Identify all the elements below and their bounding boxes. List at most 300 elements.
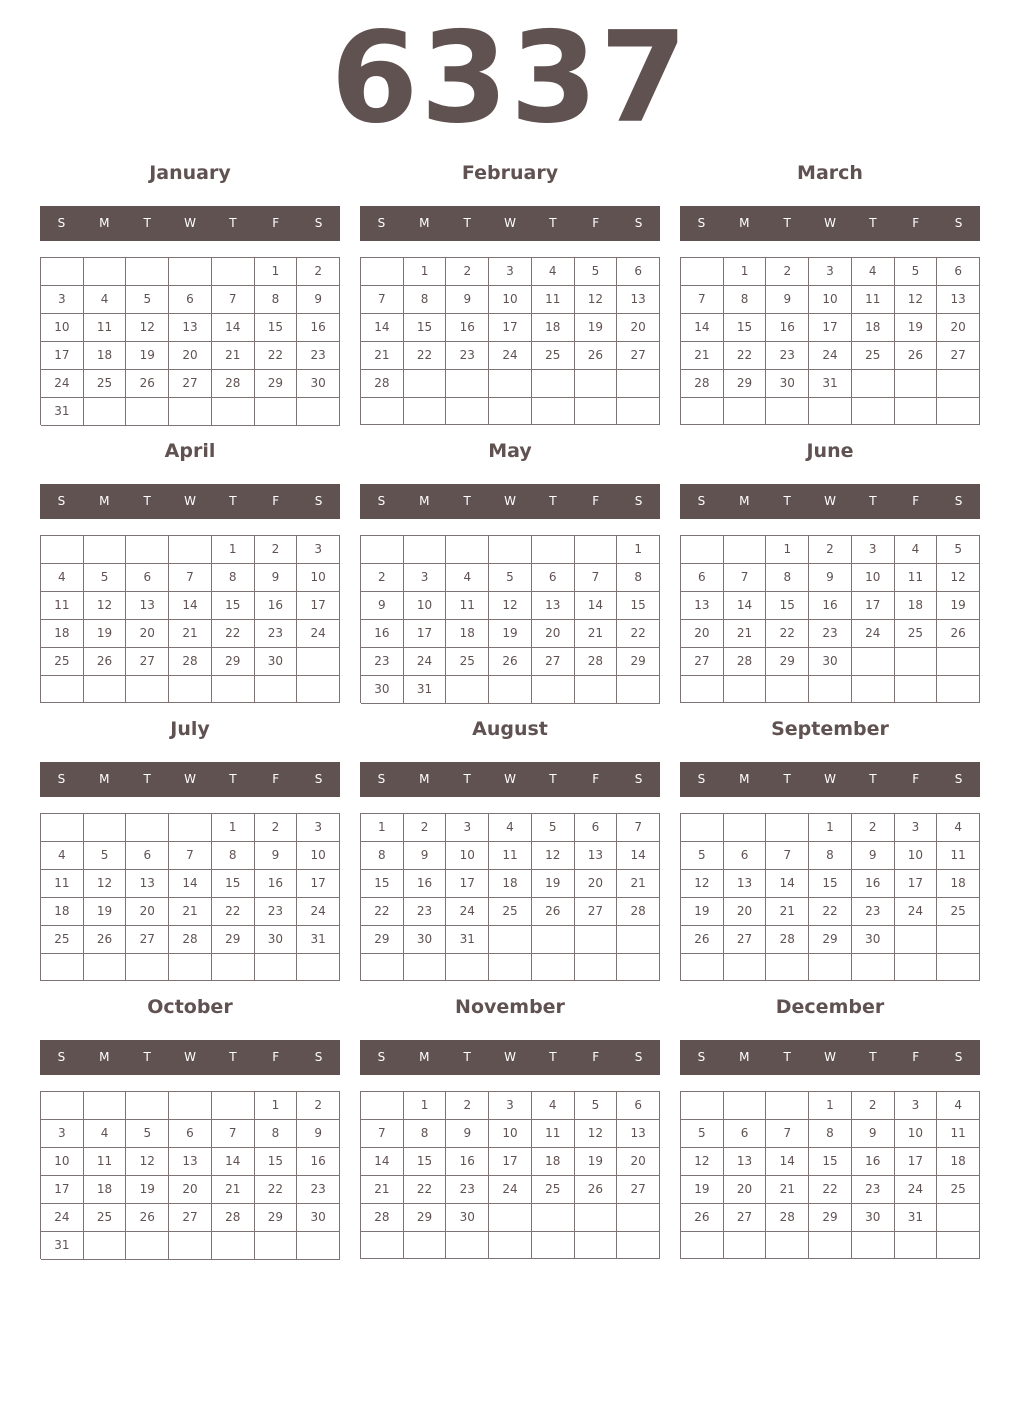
empty-cell bbox=[937, 1204, 980, 1232]
empty-cell bbox=[895, 954, 938, 981]
day-cell: 2 bbox=[809, 536, 852, 564]
day-cell: 17 bbox=[446, 870, 489, 898]
empty-cell bbox=[937, 648, 980, 676]
day-cell: 31 bbox=[895, 1204, 938, 1232]
day-cell: 11 bbox=[84, 1148, 127, 1176]
day-cell: 18 bbox=[532, 314, 575, 342]
day-cell: 1 bbox=[255, 258, 298, 286]
weekday-label: T bbox=[463, 1050, 471, 1064]
day-cell: 26 bbox=[84, 648, 127, 676]
day-cell: 9 bbox=[852, 842, 895, 870]
day-cell: 3 bbox=[489, 1092, 532, 1120]
weekday-label: W bbox=[184, 216, 196, 230]
day-cell: 5 bbox=[84, 564, 127, 592]
day-cell: 29 bbox=[361, 926, 404, 954]
day-grid bbox=[680, 535, 980, 703]
empty-cell bbox=[489, 536, 532, 564]
day-cell: 15 bbox=[361, 870, 404, 898]
day-cell: 30 bbox=[446, 1204, 489, 1232]
day-grid bbox=[360, 257, 660, 425]
day-cell: 24 bbox=[895, 898, 938, 926]
empty-cell bbox=[617, 676, 660, 704]
weekday-label: M bbox=[419, 494, 430, 508]
day-cell: 19 bbox=[84, 620, 127, 648]
day-cell: 12 bbox=[895, 286, 938, 314]
day-cell: 29 bbox=[212, 648, 255, 676]
day-cell: 7 bbox=[617, 814, 660, 842]
day-cell: 5 bbox=[489, 564, 532, 592]
day-cell: 4 bbox=[895, 536, 938, 564]
empty-cell bbox=[532, 1232, 575, 1259]
day-cell: 24 bbox=[809, 342, 852, 370]
day-cell: 3 bbox=[809, 258, 852, 286]
day-cell: 18 bbox=[937, 1148, 980, 1176]
empty-cell bbox=[895, 926, 938, 954]
day-cell: 15 bbox=[617, 592, 660, 620]
day-cell: 6 bbox=[724, 1120, 767, 1148]
weekday-label: M bbox=[419, 772, 430, 786]
year-title: 6337 bbox=[330, 4, 690, 151]
day-cell: 25 bbox=[41, 648, 84, 676]
day-cell: 26 bbox=[126, 370, 169, 398]
day-cell: 9 bbox=[297, 1120, 340, 1148]
empty-cell bbox=[297, 676, 340, 703]
empty-cell bbox=[255, 676, 298, 703]
day-cell: 11 bbox=[84, 314, 127, 342]
day-cell: 15 bbox=[809, 1148, 852, 1176]
weekday-label: F bbox=[592, 494, 600, 508]
empty-cell bbox=[489, 1204, 532, 1232]
day-cell: 22 bbox=[809, 1176, 852, 1204]
day-cell: 1 bbox=[404, 258, 447, 286]
month-title: July bbox=[170, 718, 210, 740]
day-cell: 14 bbox=[361, 314, 404, 342]
day-cell: 7 bbox=[169, 564, 212, 592]
month-title: April bbox=[164, 440, 216, 462]
empty-cell bbox=[575, 370, 618, 398]
empty-cell bbox=[681, 1232, 724, 1259]
day-cell: 23 bbox=[446, 342, 489, 370]
empty-cell bbox=[895, 398, 938, 425]
weekday-label: S bbox=[634, 772, 643, 786]
day-cell: 3 bbox=[41, 286, 84, 314]
day-cell: 23 bbox=[852, 1176, 895, 1204]
weekday-header bbox=[40, 206, 340, 241]
day-cell: 15 bbox=[809, 870, 852, 898]
empty-cell bbox=[766, 398, 809, 425]
day-cell: 29 bbox=[212, 926, 255, 954]
day-cell: 4 bbox=[84, 286, 127, 314]
empty-cell bbox=[404, 370, 447, 398]
day-cell: 8 bbox=[212, 564, 255, 592]
day-cell: 3 bbox=[895, 814, 938, 842]
day-cell: 28 bbox=[766, 926, 809, 954]
day-cell: 23 bbox=[446, 1176, 489, 1204]
empty-cell bbox=[297, 1232, 340, 1260]
day-cell: 14 bbox=[724, 592, 767, 620]
day-cell: 20 bbox=[724, 898, 767, 926]
weekday-header bbox=[360, 484, 660, 519]
empty-cell bbox=[532, 536, 575, 564]
weekday-label: F bbox=[912, 772, 920, 786]
day-cell: 18 bbox=[937, 870, 980, 898]
weekday-label: S bbox=[314, 216, 323, 230]
weekday-label: W bbox=[184, 1050, 196, 1064]
day-cell: 18 bbox=[41, 620, 84, 648]
day-cell: 30 bbox=[297, 1204, 340, 1232]
day-cell: 20 bbox=[681, 620, 724, 648]
day-cell: 5 bbox=[937, 536, 980, 564]
day-cell: 27 bbox=[532, 648, 575, 676]
weekday-label: F bbox=[272, 772, 280, 786]
day-cell: 10 bbox=[404, 592, 447, 620]
day-cell: 4 bbox=[41, 564, 84, 592]
day-grid bbox=[360, 813, 660, 981]
day-cell: 18 bbox=[84, 1176, 127, 1204]
day-cell: 22 bbox=[404, 342, 447, 370]
empty-cell bbox=[255, 1232, 298, 1260]
day-cell: 20 bbox=[617, 1148, 660, 1176]
day-cell: 28 bbox=[212, 370, 255, 398]
day-cell: 25 bbox=[84, 370, 127, 398]
empty-cell bbox=[212, 398, 255, 426]
day-cell: 22 bbox=[361, 898, 404, 926]
empty-cell bbox=[212, 1232, 255, 1260]
weekday-label: M bbox=[739, 1050, 750, 1064]
weekday-label: T bbox=[229, 494, 237, 508]
empty-cell bbox=[297, 398, 340, 426]
day-cell: 4 bbox=[852, 258, 895, 286]
day-cell: 2 bbox=[297, 1092, 340, 1120]
day-cell: 14 bbox=[681, 314, 724, 342]
day-grid bbox=[40, 1091, 340, 1259]
empty-cell bbox=[681, 814, 724, 842]
empty-cell bbox=[255, 398, 298, 426]
day-cell: 12 bbox=[126, 314, 169, 342]
weekday-label: F bbox=[912, 216, 920, 230]
weekday-label: T bbox=[783, 1050, 791, 1064]
day-cell: 6 bbox=[169, 286, 212, 314]
day-cell: 2 bbox=[852, 814, 895, 842]
day-cell: 19 bbox=[937, 592, 980, 620]
day-cell: 26 bbox=[895, 342, 938, 370]
day-cell: 13 bbox=[169, 1148, 212, 1176]
empty-cell bbox=[575, 398, 618, 425]
empty-cell bbox=[446, 536, 489, 564]
empty-cell bbox=[126, 954, 169, 981]
day-cell: 18 bbox=[84, 342, 127, 370]
weekday-header bbox=[360, 206, 660, 241]
weekday-label: S bbox=[954, 1050, 963, 1064]
day-cell: 12 bbox=[126, 1148, 169, 1176]
day-cell: 13 bbox=[681, 592, 724, 620]
empty-cell bbox=[617, 926, 660, 954]
day-cell: 27 bbox=[937, 342, 980, 370]
empty-cell bbox=[84, 954, 127, 981]
empty-cell bbox=[489, 398, 532, 425]
day-cell: 27 bbox=[724, 1204, 767, 1232]
day-cell: 27 bbox=[681, 648, 724, 676]
day-cell: 19 bbox=[489, 620, 532, 648]
day-cell: 22 bbox=[766, 620, 809, 648]
day-cell: 14 bbox=[361, 1148, 404, 1176]
weekday-label: S bbox=[634, 494, 643, 508]
empty-cell bbox=[84, 1092, 127, 1120]
day-cell: 16 bbox=[404, 870, 447, 898]
empty-cell bbox=[126, 536, 169, 564]
day-cell: 13 bbox=[532, 592, 575, 620]
day-cell: 1 bbox=[212, 536, 255, 564]
day-cell: 8 bbox=[212, 842, 255, 870]
day-cell: 26 bbox=[575, 1176, 618, 1204]
day-cell: 22 bbox=[255, 342, 298, 370]
empty-cell bbox=[446, 370, 489, 398]
day-cell: 1 bbox=[617, 536, 660, 564]
day-cell: 21 bbox=[212, 342, 255, 370]
day-cell: 18 bbox=[532, 1148, 575, 1176]
day-cell: 20 bbox=[937, 314, 980, 342]
empty-cell bbox=[852, 370, 895, 398]
day-cell: 8 bbox=[724, 286, 767, 314]
weekday-label: S bbox=[697, 216, 706, 230]
weekday-label: F bbox=[912, 494, 920, 508]
weekday-header bbox=[680, 1040, 980, 1075]
day-cell: 5 bbox=[681, 1120, 724, 1148]
day-cell: 24 bbox=[41, 370, 84, 398]
day-cell: 19 bbox=[84, 898, 127, 926]
day-cell: 25 bbox=[489, 898, 532, 926]
day-cell: 21 bbox=[212, 1176, 255, 1204]
weekday-header bbox=[40, 1040, 340, 1075]
day-cell: 8 bbox=[617, 564, 660, 592]
empty-cell bbox=[766, 954, 809, 981]
day-cell: 15 bbox=[724, 314, 767, 342]
weekday-label: T bbox=[869, 494, 877, 508]
day-cell: 4 bbox=[446, 564, 489, 592]
empty-cell bbox=[41, 676, 84, 703]
day-cell: 28 bbox=[361, 370, 404, 398]
weekday-label: S bbox=[57, 494, 66, 508]
empty-cell bbox=[809, 1232, 852, 1259]
empty-cell bbox=[126, 676, 169, 703]
day-grid bbox=[360, 535, 660, 703]
month-title: May bbox=[488, 440, 532, 462]
empty-cell bbox=[575, 676, 618, 704]
weekday-label: W bbox=[504, 772, 516, 786]
day-cell: 25 bbox=[937, 898, 980, 926]
day-cell: 3 bbox=[446, 814, 489, 842]
day-cell: 20 bbox=[169, 1176, 212, 1204]
month-title: October bbox=[147, 996, 233, 1018]
day-cell: 17 bbox=[895, 1148, 938, 1176]
month-title: March bbox=[797, 162, 863, 184]
empty-cell bbox=[212, 954, 255, 981]
day-cell: 30 bbox=[255, 648, 298, 676]
day-cell: 5 bbox=[575, 258, 618, 286]
day-cell: 26 bbox=[575, 342, 618, 370]
day-cell: 16 bbox=[255, 870, 298, 898]
day-cell: 14 bbox=[766, 1148, 809, 1176]
day-cell: 10 bbox=[489, 286, 532, 314]
day-cell: 7 bbox=[169, 842, 212, 870]
day-cell: 6 bbox=[169, 1120, 212, 1148]
weekday-header bbox=[680, 206, 980, 241]
empty-cell bbox=[361, 1092, 404, 1120]
weekday-label: T bbox=[143, 1050, 151, 1064]
day-cell: 29 bbox=[766, 648, 809, 676]
day-cell: 1 bbox=[724, 258, 767, 286]
weekday-label: S bbox=[377, 216, 386, 230]
weekday-label: W bbox=[824, 216, 836, 230]
day-cell: 11 bbox=[532, 286, 575, 314]
empty-cell bbox=[724, 1092, 767, 1120]
day-cell: 5 bbox=[84, 842, 127, 870]
empty-cell bbox=[84, 676, 127, 703]
weekday-label: F bbox=[592, 216, 600, 230]
day-cell: 3 bbox=[297, 814, 340, 842]
weekday-header bbox=[40, 762, 340, 797]
empty-cell bbox=[937, 1232, 980, 1259]
day-cell: 14 bbox=[169, 592, 212, 620]
day-cell: 5 bbox=[532, 814, 575, 842]
day-cell: 27 bbox=[169, 370, 212, 398]
day-cell: 26 bbox=[84, 926, 127, 954]
day-cell: 1 bbox=[766, 536, 809, 564]
weekday-label: M bbox=[99, 216, 110, 230]
empty-cell bbox=[489, 1232, 532, 1259]
weekday-label: T bbox=[229, 1050, 237, 1064]
day-cell: 15 bbox=[212, 870, 255, 898]
empty-cell bbox=[41, 1092, 84, 1120]
weekday-label: W bbox=[184, 494, 196, 508]
day-cell: 13 bbox=[937, 286, 980, 314]
day-cell: 17 bbox=[489, 314, 532, 342]
weekday-label: T bbox=[549, 216, 557, 230]
day-grid bbox=[680, 1091, 980, 1259]
empty-cell bbox=[404, 398, 447, 425]
empty-cell bbox=[575, 926, 618, 954]
day-cell: 23 bbox=[404, 898, 447, 926]
day-cell: 19 bbox=[532, 870, 575, 898]
day-cell: 21 bbox=[766, 898, 809, 926]
day-cell: 28 bbox=[617, 898, 660, 926]
day-cell: 11 bbox=[532, 1120, 575, 1148]
empty-cell bbox=[617, 1204, 660, 1232]
day-cell: 26 bbox=[489, 648, 532, 676]
day-cell: 26 bbox=[532, 898, 575, 926]
day-cell: 24 bbox=[297, 898, 340, 926]
day-cell: 23 bbox=[852, 898, 895, 926]
empty-cell bbox=[169, 814, 212, 842]
day-cell: 13 bbox=[575, 842, 618, 870]
day-cell: 21 bbox=[169, 898, 212, 926]
day-cell: 10 bbox=[809, 286, 852, 314]
empty-cell bbox=[169, 398, 212, 426]
empty-cell bbox=[937, 676, 980, 703]
day-cell: 12 bbox=[575, 1120, 618, 1148]
weekday-label: M bbox=[739, 494, 750, 508]
day-cell: 10 bbox=[895, 842, 938, 870]
day-cell: 10 bbox=[297, 564, 340, 592]
empty-cell bbox=[852, 398, 895, 425]
day-cell: 31 bbox=[41, 398, 84, 426]
day-cell: 1 bbox=[255, 1092, 298, 1120]
day-cell: 4 bbox=[937, 1092, 980, 1120]
day-cell: 8 bbox=[766, 564, 809, 592]
day-cell: 17 bbox=[297, 592, 340, 620]
day-cell: 20 bbox=[532, 620, 575, 648]
empty-cell bbox=[126, 1092, 169, 1120]
day-cell: 2 bbox=[255, 536, 298, 564]
day-cell: 21 bbox=[361, 342, 404, 370]
day-cell: 22 bbox=[212, 898, 255, 926]
day-cell: 29 bbox=[255, 1204, 298, 1232]
day-cell: 28 bbox=[212, 1204, 255, 1232]
day-cell: 2 bbox=[766, 258, 809, 286]
day-cell: 23 bbox=[809, 620, 852, 648]
weekday-label: T bbox=[463, 216, 471, 230]
day-cell: 16 bbox=[297, 1148, 340, 1176]
empty-cell bbox=[126, 1232, 169, 1260]
day-cell: 17 bbox=[895, 870, 938, 898]
empty-cell bbox=[404, 1232, 447, 1259]
day-cell: 11 bbox=[446, 592, 489, 620]
day-cell: 10 bbox=[895, 1120, 938, 1148]
day-cell: 25 bbox=[446, 648, 489, 676]
empty-cell bbox=[169, 258, 212, 286]
weekday-label: M bbox=[99, 494, 110, 508]
weekday-label: S bbox=[314, 772, 323, 786]
day-cell: 22 bbox=[617, 620, 660, 648]
weekday-label: T bbox=[549, 772, 557, 786]
day-cell: 28 bbox=[724, 648, 767, 676]
empty-cell bbox=[681, 676, 724, 703]
empty-cell bbox=[169, 536, 212, 564]
empty-cell bbox=[489, 676, 532, 704]
empty-cell bbox=[489, 926, 532, 954]
empty-cell bbox=[724, 536, 767, 564]
day-cell: 20 bbox=[724, 1176, 767, 1204]
day-cell: 11 bbox=[895, 564, 938, 592]
day-cell: 18 bbox=[446, 620, 489, 648]
day-cell: 16 bbox=[361, 620, 404, 648]
empty-cell bbox=[41, 814, 84, 842]
day-cell: 10 bbox=[41, 314, 84, 342]
day-cell: 25 bbox=[532, 1176, 575, 1204]
day-cell: 28 bbox=[681, 370, 724, 398]
empty-cell bbox=[766, 1092, 809, 1120]
day-cell: 30 bbox=[852, 926, 895, 954]
empty-cell bbox=[169, 676, 212, 703]
weekday-label: M bbox=[99, 772, 110, 786]
day-cell: 8 bbox=[809, 842, 852, 870]
day-cell: 29 bbox=[404, 1204, 447, 1232]
day-cell: 31 bbox=[41, 1232, 84, 1260]
empty-cell bbox=[724, 1232, 767, 1259]
day-cell: 9 bbox=[404, 842, 447, 870]
day-cell: 30 bbox=[809, 648, 852, 676]
day-cell: 30 bbox=[297, 370, 340, 398]
weekday-label: T bbox=[783, 216, 791, 230]
day-cell: 2 bbox=[404, 814, 447, 842]
day-cell: 6 bbox=[126, 842, 169, 870]
day-cell: 10 bbox=[852, 564, 895, 592]
weekday-label: S bbox=[697, 494, 706, 508]
day-cell: 12 bbox=[489, 592, 532, 620]
day-cell: 23 bbox=[255, 620, 298, 648]
day-cell: 8 bbox=[255, 1120, 298, 1148]
day-cell: 16 bbox=[852, 870, 895, 898]
